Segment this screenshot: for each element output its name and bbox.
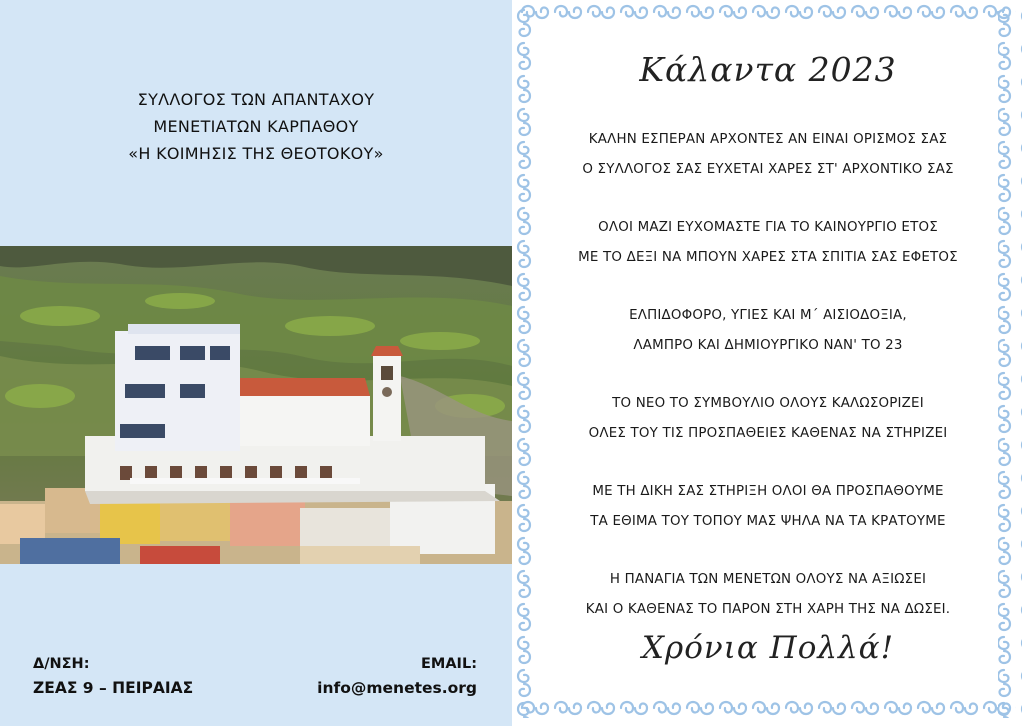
stanza: [512, 477, 1024, 537]
verse-line: ΚΑΛΗΝ ΕΣΠΕΡΑΝ ΑΡΧΟΝΤΕΣ ΑΝ ΕΙΝΑΙ ΟΡΙΣΜΟΣ ΣΑΣ: [588, 132, 948, 147]
verse-line: ΤΟ ΝΕΟ ΤΟ ΣΥΜΒΟΥΛΙΟ ΟΛΟΥΣ ΚΑΛΩΣΟΡΙΖΕΙ: [612, 396, 924, 411]
address-value: ΖΕΑΣ 9 – ΠΕΙΡΑΙΑΣ: [33, 679, 194, 697]
verse-line: Ο ΣΥΛΛΟΓΟΣ ΣΑΣ ΕΥΧΕΤΑΙ ΧΑΡΕΣ ΣΤ' ΑΡΧΟΝΤΙΚΟ ΣΑΣ: [582, 162, 954, 177]
email-block: [317, 652, 477, 700]
email-link[interactable]: info@menetes.org: [317, 679, 477, 697]
org-name-line-2: ΜΕΝΕΤΙΑΤΩΝ ΚΑΡΠΑΘΟΥ: [153, 117, 359, 136]
verse-line: ΚΑΙ Ο ΚΑΘΕΝΑΣ ΤΟ ΠΑΡΟΝ ΣΤΗ ΧΑΡΗ ΤΗΣ ΝΑ ΔΩΣΕΙ.: [585, 602, 951, 617]
address-label: Δ/ΝΣΗ:: [33, 656, 90, 672]
verse-line: ΕΛΠΙΔΟΦΟΡΟ, ΥΓΙΕΣ ΚΑΙ Μ΄ ΑΙΣΙΟΔΟΞΙΑ,: [629, 308, 907, 323]
stanza: [512, 301, 1024, 361]
org-name-line-1: ΣΥΛΛΟΓΟΣ ΤΩΝ ΑΠΑΝΤΑΧΟΥ: [137, 90, 375, 109]
closing-wish: Χρόνια Πολλά!: [641, 630, 895, 666]
village-church-photo: [0, 246, 512, 564]
organization-name: [0, 86, 512, 167]
verse-line: ΟΛΟΙ ΜΑΖΙ ΕΥΧΟΜΑΣΤΕ ΓΙΑ ΤΟ ΚΑΙΝΟΥΡΓΙΟ ΕΤΟΣ: [598, 220, 938, 235]
verse-line: ΛΑΜΠΡΟ ΚΑΙ ΔΗΜΙΟΥΡΓΙΚΟ ΝΑΝ' ΤΟ 23: [633, 338, 903, 353]
verse-line: ΜΕ ΤΗ ΔΙΚΗ ΣΑΣ ΣΤΗΡΙΞΗ ΟΛΟΙ ΘΑ ΠΡΟΣΠΑΘΟΥΜΕ: [592, 484, 944, 499]
verse-line: ΤΑ ΕΘΙΜΑ ΤΟΥ ΤΟΠΟΥ ΜΑΣ ΨΗΛΑ ΝΑ ΤΑ ΚΡΑΤΟΥΜΕ: [590, 514, 946, 529]
stanza: [512, 389, 1024, 449]
address-block: [33, 652, 193, 700]
org-name-line-3: «Η ΚΟΙΜΗΣΙΣ ΤΗΣ ΘΕΟΤΟΚΟΥ»: [128, 144, 384, 163]
verse-line: ΜΕ ΤΟ ΔΕΞΙ ΝΑ ΜΠΟΥΝ ΧΑΡΕΣ ΣΤΑ ΣΠΙΤΙΑ ΣΑΣ ΕΦΕΤΟΣ: [578, 250, 958, 265]
greeting-title: Κάλαντα 2023: [639, 50, 897, 89]
carol-verses: [512, 125, 1024, 653]
stanza: [512, 213, 1024, 273]
email-label: EMAIL:: [421, 656, 477, 672]
stanza: [512, 125, 1024, 185]
verse-line: ΟΛΕΣ ΤΟΥ ΤΙΣ ΠΡΟΣΠΑΘΕΙΕΣ ΚΑΘΕΝΑΣ ΝΑ ΣΤΗΡΙΖΕΙ: [588, 426, 948, 441]
stanza: [512, 565, 1024, 625]
verse-line: Η ΠΑΝΑΓΙΑ ΤΩΝ ΜΕΝΕΤΩΝ ΟΛΟΥΣ ΝΑ ΑΞΙΩΣΕΙ: [609, 572, 927, 587]
right-panel: [512, 0, 1024, 726]
